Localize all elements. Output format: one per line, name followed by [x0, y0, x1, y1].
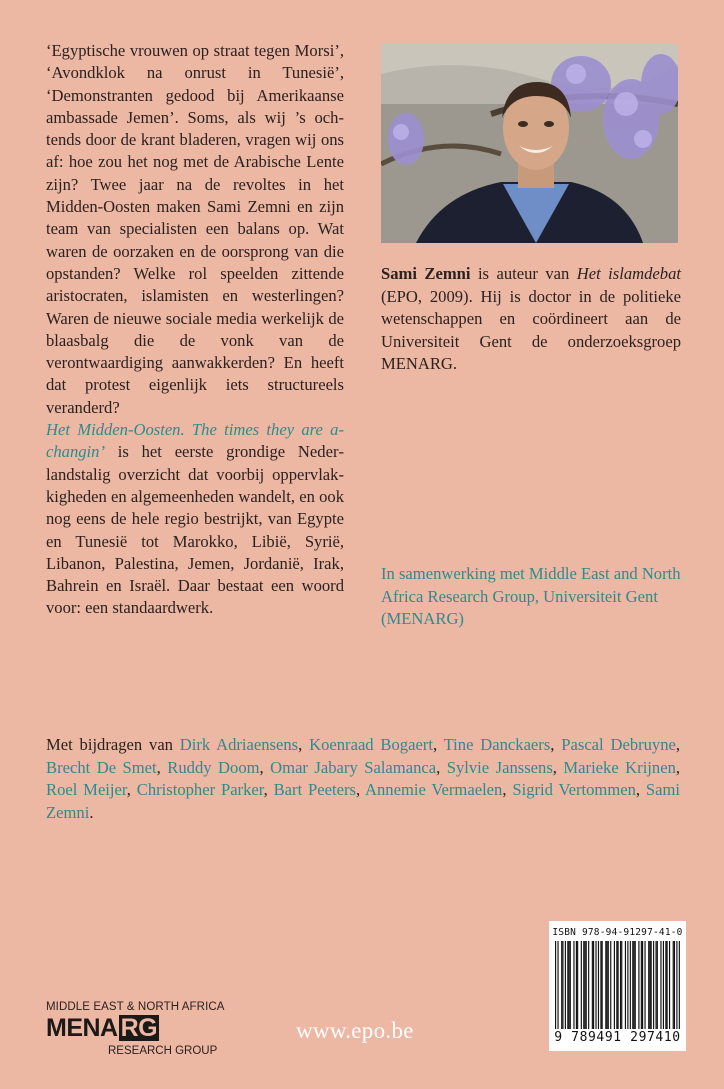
- blurb: [46, 40, 344, 620]
- contributor-name: Tine Danckaers: [443, 735, 551, 754]
- author-bio-text: Sami Zemni is auteur van Het islamdebat (EPO, 2009). Hij is doctor in de politieke wetenschappen en coördineert aan de Universiteit Gent de onderzoeksgroep MENARG.: [381, 264, 681, 373]
- ean-digits: 9 789491 297410: [554, 1030, 681, 1045]
- contributor-name: Ruddy Doom: [167, 757, 260, 777]
- logo-top-text: MIDDLE EAST & NORTH AFRICA: [46, 1001, 225, 1013]
- author-bio: [381, 263, 681, 376]
- contributor-name: Bart Peeters: [273, 780, 356, 800]
- contributor-name: Brecht De Smet: [46, 757, 157, 777]
- author-previous-book: Het islamdebat: [576, 264, 681, 283]
- contributor-name: Annemie Vermaelen: [365, 780, 503, 800]
- blurb-paragraph-1: ‘Egyptische vrouwen op straat tegen Morsi’, ‘Avondklok na onrust in Tunesië’, ‘Demonstranten gedood bij Amerikaanse ambassade Jemen’. Soms, als wij ’s ochtends door de krant bladeren, vragen wij ons af: hoe zou het nog met de Arabische Lente zijn? Twee jaar na de revoltes in het Midden-Oosten maken Sami Zemni en zijn team van specialisten een balans op. Wat waren de oorzaken en de oorsprong van die opstanden? Welke rol speelden zittende aristocraten, islamisten en westerlingen? Waren de nieuwe sociale media werkelijk de blaasbalg die de vonk van de verontwaardiging aanwakkerden? En heeft dat protest eigenlijk iets structureels veranderd?: [46, 41, 344, 417]
- contributor-name: Pascal Debruyne: [561, 735, 676, 754]
- menarg-logo: [46, 1001, 226, 1061]
- collaboration-note: In samenwerking met Middle East and North Africa Research Group, Universiteit Gent (MENARG): [381, 564, 681, 628]
- contributor-name: Christopher Parker: [136, 780, 264, 800]
- author-name: Sami Zemni: [381, 264, 471, 283]
- contributor-name: Roel Meijer: [46, 780, 127, 800]
- logo-bottom-text: RESEARCH GROUP: [108, 1045, 218, 1057]
- book-title: Het Midden-Oosten. The times they are a-changin’: [46, 420, 344, 462]
- contributor-name: Dirk Adriaensens: [179, 735, 299, 754]
- logo-mark: MENA RG: [46, 1014, 158, 1042]
- contributors-text: Met bijdragen van Dirk Adriaensens, Koenraad Bogaert, Tine Danckaers, Pascal Debruyne, Brecht De Smet, Ruddy Doom, Omar Jabary Salamanca, Sylvie Janssens, Marieke Krijnen, Roel Meijer, Christopher Parker, Bart Peeters, Annemie Vermaelen, Sigrid Vertommen, Sami Zemni.: [46, 735, 681, 822]
- contributor-name: Sylvie Janssens: [446, 757, 553, 777]
- contributors-intro: Met bijdragen van: [46, 735, 180, 754]
- contributors: [46, 734, 680, 824]
- contributor-name: Sigrid Vertommen: [512, 780, 636, 800]
- isbn-barcode: [549, 921, 686, 1051]
- contributor-name: Koenraad Bogaert: [309, 735, 433, 754]
- publisher-website: www.epo.be: [296, 1018, 414, 1043]
- author-photo: [381, 44, 678, 243]
- blurb-paragraph-2-text: is het eerste grondige Nederlandstalig overzicht dat voorbij oppervlakkigheden en algemeenheden wandelt, en ook nog eens de hele regio bestrijkt, van Egypte en Tunesië tot Marokko, Libië, Syrië, Libanon, Palestina, Jemen, Jordanië, Irak, Bahrein en Israël. Daar bestaat een woord voor: een standaardwerk.: [46, 442, 344, 618]
- isbn-label: ISBN 978-94-91297-41-0: [552, 927, 683, 938]
- contributor-name: Omar Jabary Salamanca: [270, 757, 437, 777]
- blurb-paragraph-2: [46, 419, 344, 620]
- contributor-name: Marieke Krijnen: [563, 757, 676, 777]
- barcode-bars: [555, 941, 680, 1029]
- contributor-name: Sami Zemni: [46, 780, 681, 822]
